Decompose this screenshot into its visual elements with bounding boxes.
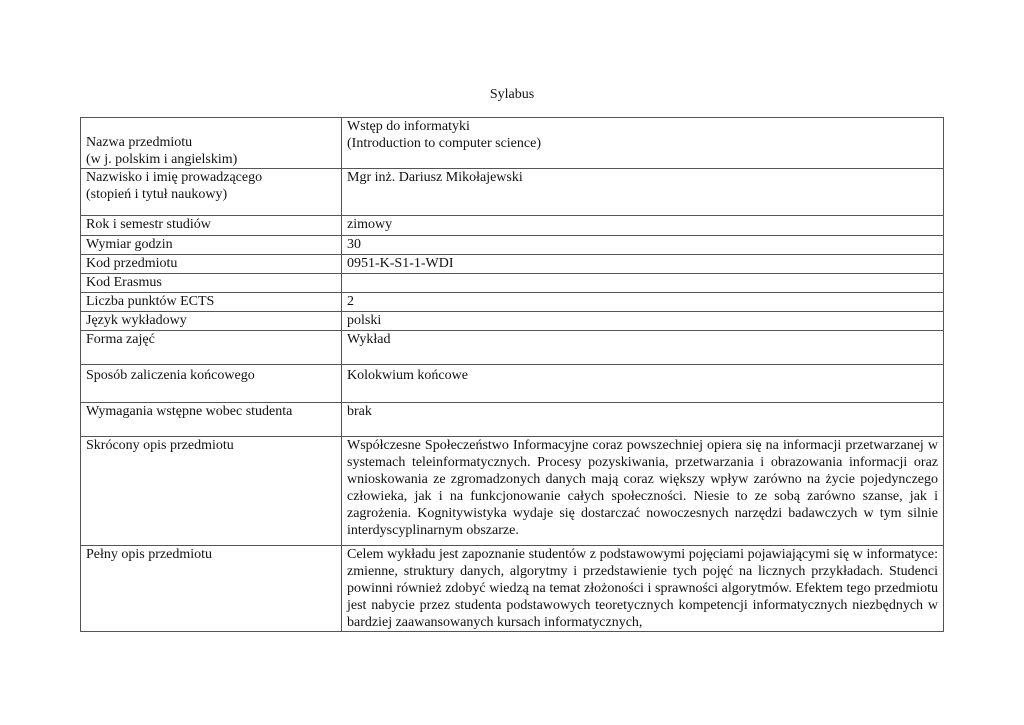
table-row-lecturer [81, 169, 944, 216]
assessment-value: Kolokwium końcowe [342, 365, 944, 403]
short-description-value: Współczesne Społeczeństwo Informacyjne coraz powszechniej opiera się na informacji przetwarzanej w systemach teleinformatycznych. Procesy pozyskiwania, przetwarzania i obrazowania informacji oraz wnioskowania ze zgromadzonych danych mają coraz większy wpływ zarówno na życie pojedynczego człowieka, jak i na funkcjonowanie całych społeczności. Niesie to ze sobą zarówno szanse, jak i zagrożenia. Kognitywistyka wydaje się dostarczać nowoczesnych narzędzi badawczych w tym silnie interdyscyplinarnym obszarze. [342, 437, 944, 546]
course-code-value: 0951-K-S1-1-WDI [342, 255, 944, 274]
erasmus-code-label: Kod Erasmus [81, 274, 342, 293]
ects-value: 2 [342, 293, 944, 312]
table-row-assessment [81, 365, 944, 403]
table-row-ects [81, 293, 944, 312]
class-form-label: Forma zajęć [81, 331, 342, 365]
course-name-value [342, 118, 944, 169]
table-row-class-form [81, 331, 944, 365]
syllabus-table [80, 117, 944, 632]
course-name-label-line2: (w j. polskim i angielskim) [86, 152, 238, 167]
lecturer-value: Mgr inż. Dariusz Mikołajewski [342, 169, 944, 216]
course-name-label-line1: Nazwa przedmiotu [86, 135, 193, 150]
lecturer-label-line2: (stopień i tytuł naukowy) [86, 187, 228, 202]
table-row-language [81, 312, 944, 331]
full-description-label: Pełny opis przedmiotu [81, 546, 342, 632]
table-row-prerequisites [81, 403, 944, 437]
assessment-label: Sposób zaliczenia końcowego [81, 365, 342, 403]
table-row-hours [81, 236, 944, 255]
table-row-erasmus-code [81, 274, 944, 293]
table-row-full-description [81, 546, 944, 632]
course-name-label [81, 118, 342, 169]
lecturer-label-line1: Nazwisko i imię prowadzącego [86, 170, 263, 185]
table-row-year-semester [81, 216, 944, 236]
document-title: Sylabus [489, 87, 535, 102]
prerequisites-label: Wymagania wstępne wobec studenta [81, 403, 342, 437]
table-row-course-code [81, 255, 944, 274]
language-value: polski [342, 312, 944, 331]
erasmus-code-value [342, 274, 944, 293]
language-label: Język wykładowy [81, 312, 342, 331]
hours-value: 30 [342, 236, 944, 255]
course-name-value-english: (Introduction to computer science) [347, 136, 541, 151]
prerequisites-value: brak [342, 403, 944, 437]
class-form-value: Wykład [342, 331, 944, 365]
hours-label: Wymiar godzin [81, 236, 342, 255]
year-semester-value: zimowy [342, 216, 944, 236]
course-code-label: Kod przedmiotu [81, 255, 342, 274]
course-name-value-polish: Wstęp do informatyki [347, 119, 470, 134]
lecturer-label [81, 169, 342, 216]
year-semester-label: Rok i semestr studiów [81, 216, 342, 236]
table-row-short-description [81, 437, 944, 546]
table-row-course-name [81, 118, 944, 169]
ects-label: Liczba punktów ECTS [81, 293, 342, 312]
full-description-value: Celem wykładu jest zapoznanie studentów z podstawowymi pojęciami pojawiającymi się w informatyce: zmienne, struktury danych, algorytmy i przedstawienie tych pojęć na licznych przykładach. Studenci powinni również zdobyć wiedzą na temat złożoności i sprawności algorytmów. Efektem tego przedmiotu jest nabycie przez studenta podstawowych teoretycznych kompetencji informatycznych niezbędnych w bardziej zaawansowanych kursach informatycznych, [342, 546, 944, 632]
short-description-label: Skrócony opis przedmiotu [81, 437, 342, 546]
